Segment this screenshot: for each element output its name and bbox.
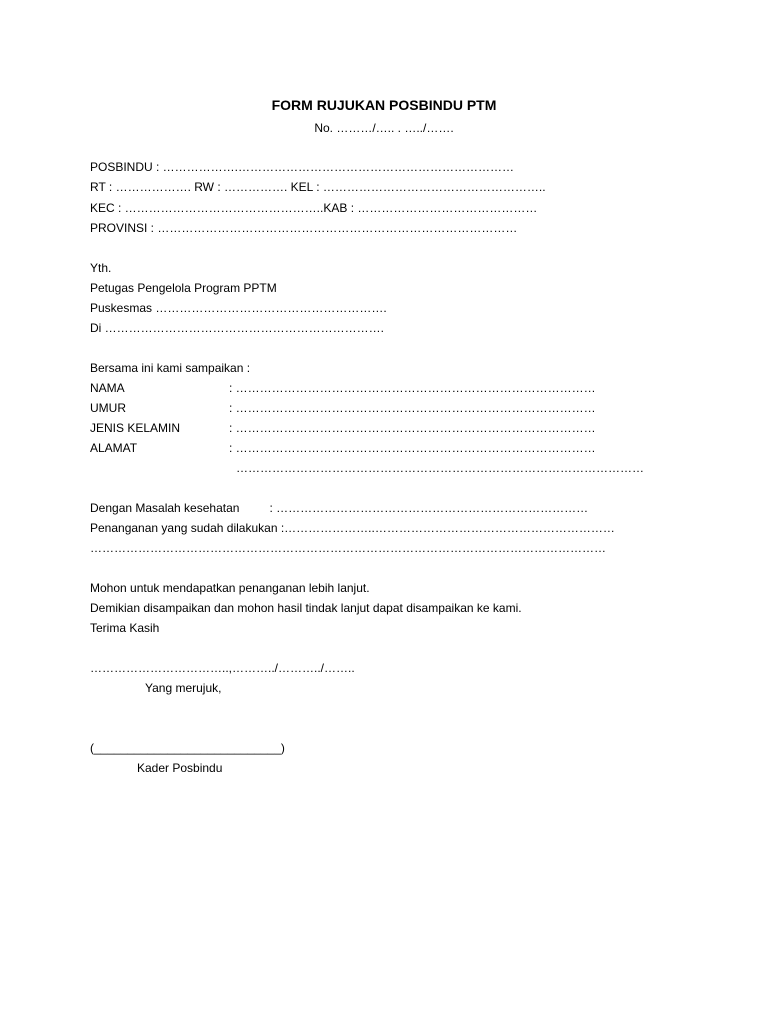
closing-line-3: Terima Kasih [90,621,160,635]
puskesmas-field: Puskesmas …………………………………………………. [90,301,387,315]
petugas-text: Petugas Pengelola Program PPTM [90,281,277,295]
rt-rw-kel-field: RT : ………………. RW : ……………. KEL : ……………………………………………….. [90,180,546,194]
masalah-field: Dengan Masalah kesehatan : …………………………………………………………………… [90,501,589,515]
nama-label: NAMA [90,381,125,395]
kec-kab-field: KEC : …………………………………………..KAB : ……………………………………… [90,201,538,215]
signature-name-line: (____________________________) [90,741,285,755]
intro-text: Bersama ini kami sampaikan : [90,361,251,375]
penanganan-field: Penanganan yang sudah dilakukan :…………………..…………………………………………………… [90,521,615,535]
umur-value: : ……………………………………………………………………………… [229,401,596,415]
di-field: Di ……………………………………………………………. [90,321,384,335]
yth-text: Yth. [90,261,112,275]
penanganan-continued: ………………………………………………………………………………………………………………… [90,541,606,555]
posbindu-field: POSBINDU : ……………….…………………………………………………………… [90,160,515,174]
closing-line-1: Mohon untuk mendapatkan penanganan lebih lanjut. [90,581,370,595]
alamat-continued: ………………………………………………………………………………………… [236,461,644,475]
alamat-label: ALAMAT [90,441,138,455]
yang-merujuk-text: Yang merujuk, [145,681,222,695]
form-title: FORM RUJUKAN POSBINDU PTM [271,97,497,113]
alamat-value: : ……………………………………………………………………………… [229,441,596,455]
jenis-kelamin-value: : ……………………………………………………………………………… [229,421,596,435]
signature-role: Kader Posbindu [137,761,223,775]
form-number: No. ………/….. . …../……. [314,121,454,135]
jenis-kelamin-label: JENIS KELAMIN [90,421,181,435]
place-date-field: ……………………………..,………../………../…….. [90,661,355,675]
nama-value: : ……………………………………………………………………………… [229,381,596,395]
provinsi-field: PROVINSI : ……………………………………………………………………………… [90,221,518,235]
closing-line-2: Demikian disampaikan dan mohon hasil tindak lanjut dapat disampaikan ke kami. [90,601,522,615]
umur-label: UMUR [90,401,126,415]
